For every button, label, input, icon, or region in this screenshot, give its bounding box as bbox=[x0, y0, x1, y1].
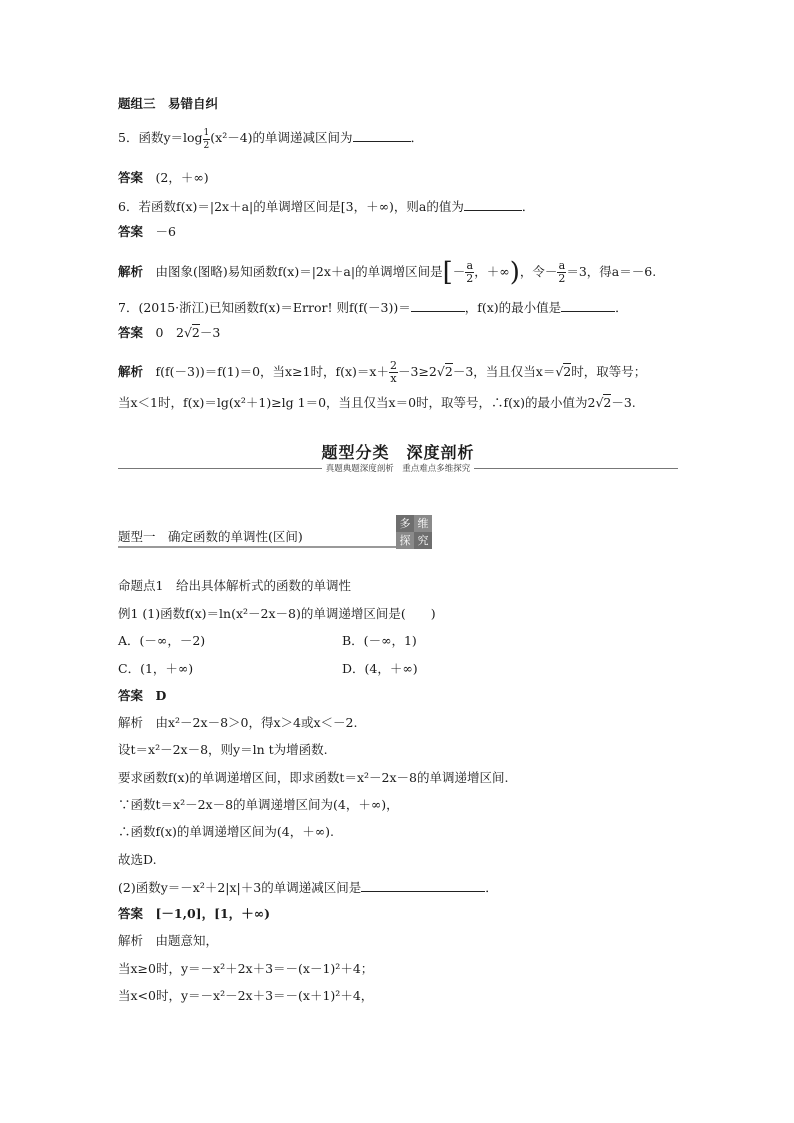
ex2-answer-blank[interactable] bbox=[361, 879, 485, 892]
left-bracket: [ bbox=[442, 257, 453, 288]
option-a[interactable]: A．(－∞，－2) bbox=[118, 633, 206, 648]
q5-answer-blank[interactable] bbox=[353, 129, 411, 142]
section-header bbox=[118, 440, 678, 480]
type-heading bbox=[118, 515, 432, 549]
solution-ex1-5: ∴函数f(x)的单调递增区间为(4，＋∞). bbox=[118, 824, 335, 839]
fraction: $\frac{2}{x}$ bbox=[390, 359, 397, 385]
q5-log-base: $\frac{1}{2}$ bbox=[203, 128, 210, 151]
badge-char: 究 bbox=[414, 532, 432, 549]
solution-ex1-6: 故选D. bbox=[118, 852, 157, 867]
point-1-title: 命题点1 给出具体解析式的函数的单调性 bbox=[118, 578, 351, 593]
section-title: 题型分类 深度剖析 bbox=[321, 443, 475, 462]
q7-answer-blank-2[interactable] bbox=[561, 299, 615, 312]
solution-ex2-3: 当x<0时，y＝－x²－2x＋3＝－(x＋1)²＋4， bbox=[118, 988, 374, 1003]
badge-char: 维 bbox=[414, 515, 432, 532]
answer-ex2: 答案 [－1,0]，[1，＋∞) bbox=[118, 906, 271, 921]
q5-log: y＝log bbox=[163, 130, 203, 145]
answer-5 bbox=[118, 170, 209, 186]
solution-7-line2: 当x＜1时，f(x)＝lg(x²＋1)≥lg 1＝0，当且仅当x＝0时，取等号，∴f(x)的最小值为2√2－3. bbox=[118, 395, 636, 410]
answer-label: 答案 bbox=[118, 325, 144, 340]
answer-7: 答案 0 2√2－3 bbox=[118, 325, 221, 340]
group3-title: 题组三 易错自纠 bbox=[118, 96, 219, 111]
solution-label: 解析 bbox=[118, 364, 144, 379]
multi-explore-badge bbox=[396, 515, 432, 549]
solution-ex1-4: ∵函数t＝x²－2x－8的单调递增区间为(4，＋∞)， bbox=[118, 797, 399, 812]
section-subtitle: 真题典题深度剖析 重点难点多维探究 bbox=[118, 462, 678, 474]
sqrt: 2 bbox=[191, 325, 200, 340]
solution-ex2-1: 解析 由题意知， bbox=[118, 933, 219, 948]
question-7: 7．(2015·浙江)已知函数f(x)＝Error! 则f(f(－3))＝ ，f(x)的最小值是 ． bbox=[118, 300, 628, 315]
answer-label: 答案 bbox=[118, 224, 144, 239]
fraction: $\frac{a}{2}$ bbox=[466, 259, 474, 285]
answer-value: －6 bbox=[155, 224, 176, 239]
solution-7-line1: 解析 f(f(－3))＝f(1)＝0，当x≥1时，f(x)＝x＋ $\frac{2}{x}$ －3≥2√2－3，当且仅当x＝√2时，取等号； bbox=[118, 359, 647, 385]
q5-prefix: 5．函数 bbox=[118, 130, 164, 145]
solution-ex1-2: 设t＝x²－2x－8，则y＝ln t为增函数. bbox=[118, 742, 328, 757]
badge-char: 探 bbox=[396, 532, 414, 549]
solution-ex1-1: 解析 由x²－2x－8＞0，得x＞4或x＜－2. bbox=[118, 715, 358, 730]
solution-ex2-2: 当x≥0时，y＝－x²＋2x＋3＝－(x－1)²＋4； bbox=[118, 961, 374, 976]
answer-label: 答案 bbox=[118, 170, 144, 185]
type-underline bbox=[118, 546, 396, 548]
answer-ex1: 答案 D bbox=[118, 688, 167, 703]
example-1: 例1 (1)函数f(x)＝ln(x²－2x－8)的单调递增区间是( ) bbox=[118, 606, 436, 621]
right-paren: ) bbox=[509, 257, 520, 288]
option-d[interactable]: D．(4，＋∞) bbox=[342, 661, 418, 676]
question-5: 5．函数y＝log $\frac{1}{2}$ (x²－4)的单调递减区间为 ． bbox=[118, 128, 424, 151]
option-b[interactable]: B．(－∞，1) bbox=[342, 633, 417, 648]
option-c[interactable]: C．(1，＋∞) bbox=[118, 661, 194, 676]
solution-label: 解析 bbox=[118, 264, 144, 279]
q5-arg: (x²－4)的单调递减区间为 bbox=[210, 130, 353, 145]
solution-6: 解析 由图象(图略)易知函数f(x)＝|2x＋a|的单调增区间是[－ $\frac{a}{2}$ ，＋∞)，令－ $\frac{a}{2}$ ＝3，得a＝－6. bbox=[118, 257, 657, 288]
badge-char: 多 bbox=[396, 515, 414, 532]
q6-answer-blank[interactable] bbox=[464, 198, 522, 211]
q7-answer-blank-1[interactable] bbox=[411, 299, 465, 312]
answer-6 bbox=[118, 224, 176, 240]
fraction: $\frac{a}{2}$ bbox=[558, 259, 566, 285]
type-label: 题型一 确定函数的单调性(区间) bbox=[118, 529, 303, 544]
solution-ex1-3: 要求函数f(x)的单调递增区间，即求函数t＝x²－2x－8的单调递增区间. bbox=[118, 770, 509, 785]
example-1-part2: (2)函数y＝－x²＋2|x|＋3的单调递减区间是 ． bbox=[118, 880, 498, 895]
answer-value: (2，＋∞) bbox=[155, 170, 209, 185]
question-6: 6．若函数f(x)＝|2x＋a|的单调增区间是[3，＋∞)，则a的值为 ． bbox=[118, 199, 535, 214]
